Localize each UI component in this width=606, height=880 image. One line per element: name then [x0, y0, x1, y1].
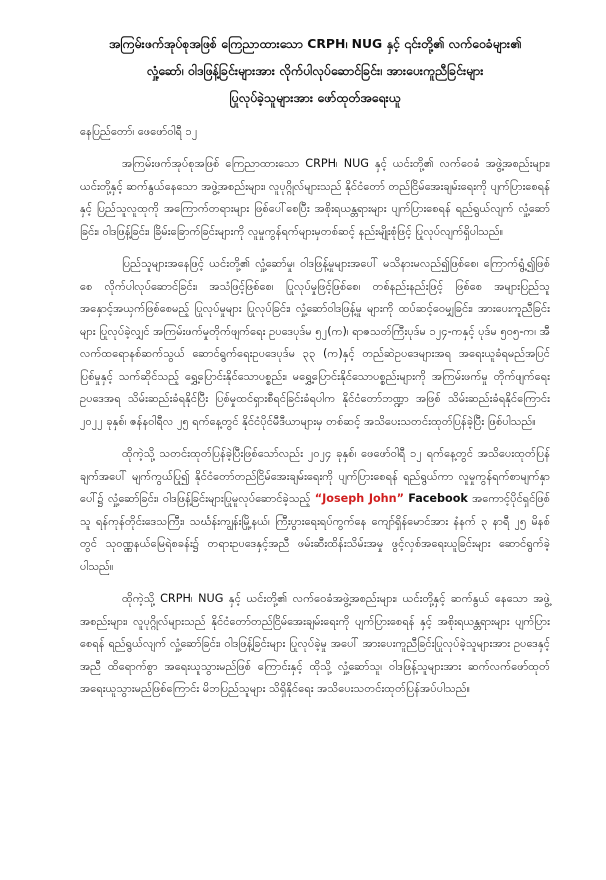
- paragraph-1: အကြမ်းဖက်အုပ်စုအဖြစ် ကြေညာထားသော CRPH၊ NUG နှင့် ယင်းတို့၏ လက်ဝေခံ အဖွဲ့အစည်းများ၊ ယင်းတို့နှင့် ဆက်နွယ်နေသော အဖွဲ့အစည်းများ၊ လူပုဂ္ဂိုလ်များသည် နိုင်ငံတော် တည်ငြိမ်အေးချမ်းရေးကို ပျက်ပြားစေရန်နှင့် ပြည်သူလူထုကို အကြောက်တရားများ ဖြစ်ပေါ်စေပြီး အစိုးရယန္တရားများ ပျက်ပြားစေရန် ရည်ရွယ်လျက် လှုံ့ဆော်ခြင်း၊ ဝါဒဖြန့်ခြင်း၊ ခြိမ်းခြောက်ခြင်းများကို လူမှုကွန်ရက်များမှတစ်ဆင့် နည်းမျိုးစုံဖြင့် ပြုလုပ်လျက်ရှိပါသည်။: [80, 157, 550, 238]
- title-line-3: ပြုလုပ်ခဲ့သူများအား ဖော်ထုတ်အရေးယူ: [229, 90, 401, 105]
- paragraph-3: [80, 443, 550, 578]
- paragraph-2: ပြည်သူများအနေဖြင့် ယင်းတို့၏ လှုံ့ဆော်မှု၊ ဝါဒဖြန့်မှုများအပေါ် မသိနားမလည်၍ဖြစ်စေ၊ ကြောက်ရွံ့၍ဖြစ်စေ လိုက်ပါလုပ်ဆောင်ခြင်း၊ အသံဖြင့်ဖြစ်စေ၊ ပြုလုပ်မှုဖြင့်ဖြစ်စေ၊ တစ်နည်းနည်းဖြင့် ဖြစ်စေ အများပြည်သူအနှောင့်အယှက်ဖြစ်စေမည့် ပြုလုပ်မှုများ ပြုလုပ်ခြင်း၊ လှုံ့ဆော်ဝါဒဖြန့်မှု များကို ထပ်ဆင့်ဝေမျှခြင်း၊ အားပေးကူညီခြင်းများ ပြုလုပ်ခဲ့လျှင် အကြမ်းဖက်မှုတိုက်ဖျက်ရေး ဥပဒေပုဒ်မ ၅၂(က)၊ ရာဇသတ်ကြီးပုဒ်မ ၁၂၄-ကနှင့် ပုဒ်မ ၅၀၅-က၊ အီလက်ထရောနစ်ဆက်သွယ် ဆောင်ရွက်ရေးဥပဒေပုဒ်မ ၃၃ (က)နှင့် တည်ဆဲဥပဒေများအရ အရေးယူခံရမည်အပြင် ပြစ်မှုနှင့် သက်ဆိုင်သည့် ရွှေ့ပြောင်းနိုင်သောပစ္စည်း၊ မရွှေ့ပြောင်းနိုင်သောပစ္စည်းများကို အကြမ်းဖက်မှု တိုက်ဖျက်ရေးဥပဒေအရ သိမ်းဆည်းခံရနိုင်ပြီး ပြစ်မှုထင်ရှားစီရင်ခြင်းခံရပါက နိုင်ငံတော်ဘဏ္ဍာ အဖြစ် သိမ်းဆည်းခံရနိုင်ကြောင်း ၂၀၂၂ ခုနှစ်၊ ဇန်နဝါရီလ ၂၅ ရက်နေ့တွင် နိုင်ငံပိုင်မီဒီယာများမှ တစ်ဆင့် အသိပေးသတင်းထုတ်ပြန်ခဲ့ပြီး ဖြစ်ပါသည်။: [80, 257, 550, 428]
- title-line-1: အကြမ်းဖက်အုပ်စုအဖြစ် ကြေညာထားသော CRPH၊ NUG နှင့် ၎င်းတို့၏ လက်ဝေခံများ၏: [108, 36, 522, 51]
- highlighted-account-name: “Joseph John”: [314, 492, 404, 505]
- paragraph-3-text-b: အကောင့်ပိုင်ရှင်ဖြစ်သူ ရန်ကုန်တိုင်းဒေသကြီး၊ သင်္ဃန်းကျွန်းမြို့နယ်၊ ကြီးပွားရေးရပ်ကွက်နေ ကျော်ရှိန်မောင်အား နံနက် ၃ နာရီ ၂၅ မိနစ်တွင် သုဝဏ္ဏနယ်မြေရဲစခန်း၌ တရားဥပဒေနှင့်အညီ ဖမ်းဆီးထိန်းသိမ်းအမှု ဖွင့်လှစ်အရေးယူခြင်းများ ဆောင်ရွက်ခဲ့ပါသည်။: [80, 492, 551, 573]
- paragraph-3-text-a: ထိုကဲ့သို့ သတင်းထုတ်ပြန်ခဲ့ပြီးဖြစ်သော်လည်း ၂၀၂၄ ခုနှစ်၊ ဖေဖော်ဝါရီ ၁၂ ရက်နေ့တွင် အသိပေးထုတ်ပြန်ချက်အပေါ် မျက်ကွယ်ပြု၍ နိုင်ငံတော်တည်ငြိမ်အေးချမ်းရေးကို ပျက်ပြားစေရန် ရည်ရွယ်ကာ လူမှုကွန်ရက်စာမျက်နှာပေါ်၌ လှုံ့ဆော်ခြင်း၊ ဝါဒဖြန့်ခြင်းများပြုမူလုပ်ဆောင်ခဲ့သည့်: [80, 447, 550, 505]
- title-line-2: လှုံ့ဆော်၊ ဝါဒဖြန့်ခြင်းများအား လိုက်ပါလုပ်ဆောင်ခြင်း၊ အားပေးကူညီခြင်းများ: [146, 63, 484, 78]
- paragraph-4: ထိုကဲ့သို့ CRPH၊ NUG နှင့် ယင်းတို့၏ လက်ဝေခံအဖွဲ့အစည်းများ၊ ယင်းတို့နှင့် ဆက်နွယ် နေသော အဖွဲ့အစည်းများ၊ လူပုဂ္ဂိုလ်များသည် နိုင်ငံတော်တည်ငြိမ်အေးချမ်းရေးကို ပျက်ပြားစေရန် နှင့် အစိုးရယန္တရားများ ပျက်ပြားစေရန် ရည်ရွယ်လျက် လှုံ့ဆော်ခြင်း၊ ဝါဒဖြန့်ခြင်းများ ပြုလုပ်ခဲ့မှု အပေါ် အားပေးကူညီခြင်းပြုလုပ်ခဲ့သူများအား ဥပဒေနှင့်အညီ ထိရောက်စွာ အရေးယူသွားမည်ဖြစ် ကြောင်းနှင့် ထိုသို့ လှုံ့ဆော်သူ၊ ဝါဒဖြန့်သူများအား ဆက်လက်ဖော်ထုတ်အရေးယူသွားမည်ဖြစ်ကြောင်း မိဘပြည်သူများ သိရှိနိုင်ရေး အသိပေးသတင်းထုတ်ပြန်အပ်ပါသည်။: [80, 592, 550, 695]
- document-title: [74, 30, 556, 111]
- facebook-label: Facebook: [408, 492, 468, 505]
- dateline: နေပြည်တော်၊ ဖေဖော်ဝါရီ ၁၂: [80, 125, 198, 138]
